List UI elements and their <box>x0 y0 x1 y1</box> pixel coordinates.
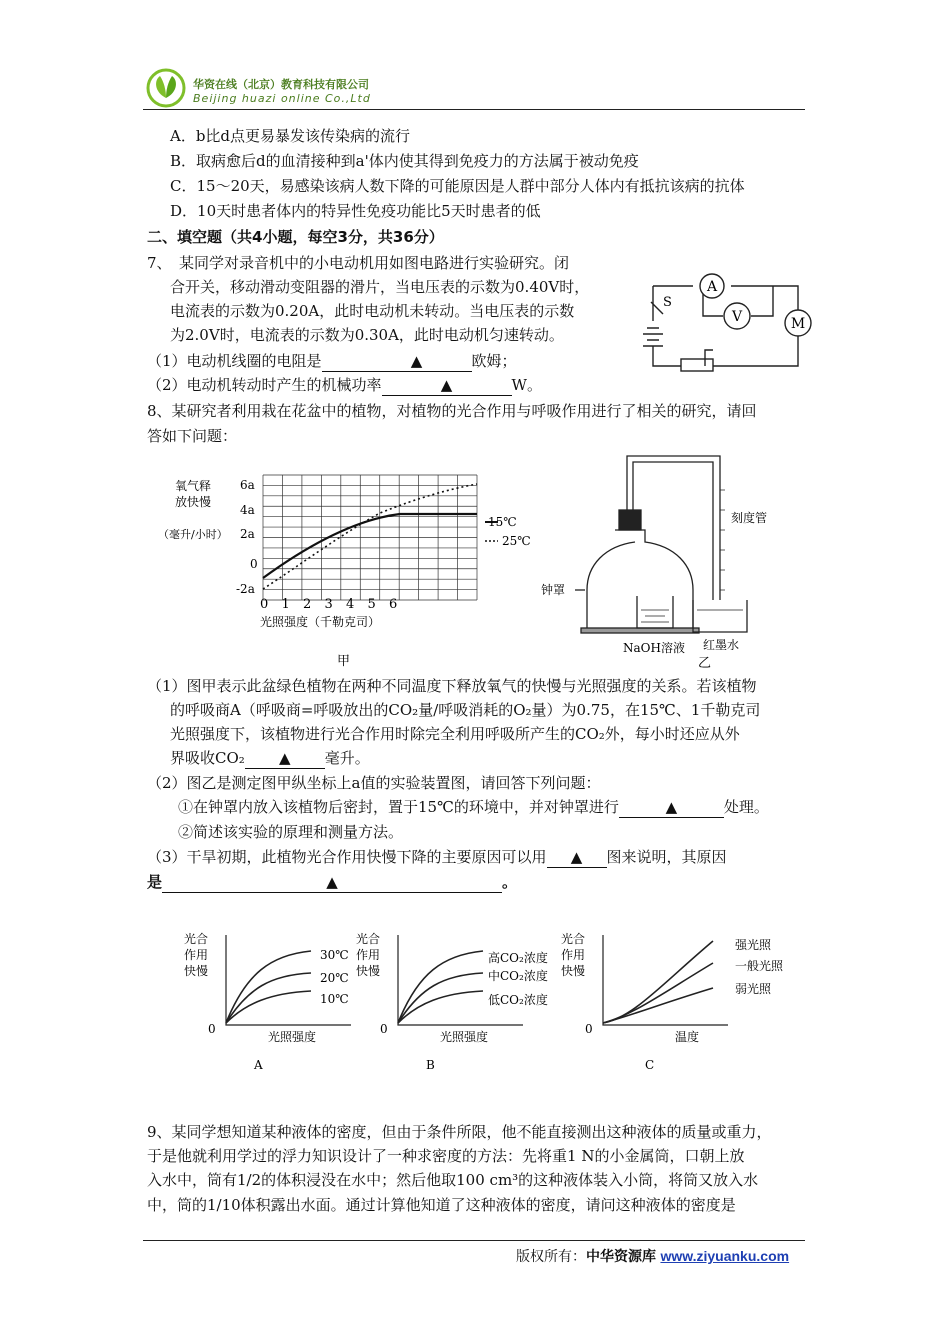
blank-marker: ▲ <box>570 848 583 866</box>
chart-y-label: 作用 <box>561 948 586 962</box>
q7-line4: 为2.0V时，电流表的示数为0.30A，此时电动机匀速转动。 <box>170 326 564 344</box>
q8-p2-1 <box>178 797 769 818</box>
q8-p2-2: ②简述该实验的原理和测量方法。 <box>178 823 404 841</box>
x-tick: 2 <box>303 597 312 612</box>
chart-x-label: 光照强度 <box>268 1030 317 1044</box>
chart-curve-label: 中CO₂浓度 <box>488 969 548 983</box>
chart-origin: 0 <box>208 1022 216 1036</box>
chart-y-label: 快慢 <box>356 964 381 978</box>
graph-jia <box>150 465 550 675</box>
q7-line2: 合开关，移动滑动变阻器的滑片，当电压表的示数为0.40V时， <box>170 278 590 296</box>
caption-jia: 甲 <box>337 654 351 669</box>
answer-blank[interactable] <box>382 375 512 396</box>
blank-marker: ▲ <box>440 376 453 394</box>
chart-origin: 0 <box>585 1022 593 1036</box>
x-tick: 5 <box>367 597 376 612</box>
answer-blank[interactable] <box>162 872 502 893</box>
q8-p3 <box>147 847 727 868</box>
chart-curve-label: 弱光照 <box>735 982 772 996</box>
q7-part2 <box>147 375 542 396</box>
y-tick-4a: 4a <box>240 503 255 517</box>
chart-curve <box>603 941 713 1023</box>
chart-x-label: 光照强度 <box>440 1030 489 1044</box>
x-tick: 6 <box>389 597 398 612</box>
blank-marker: ▲ <box>410 352 423 370</box>
apparatus-yi <box>535 450 805 675</box>
label-naoh: NaOH溶液 <box>623 641 685 655</box>
caption-yi: 乙 <box>698 656 712 671</box>
blank-marker: ▲ <box>279 749 291 767</box>
q8-p1-4 <box>170 748 370 769</box>
blank-marker: ▲ <box>326 873 338 891</box>
q7-part2-text: （2）电动机转动时产生的机械功率 <box>147 376 382 394</box>
answer-blank[interactable] <box>245 748 325 769</box>
chart-x-label: 温度 <box>675 1030 700 1044</box>
company-name-en: Beijing huazi online Co.,Ltd <box>193 92 371 105</box>
chart-curve-label: 20℃ <box>320 971 349 985</box>
q8-p1-1: （1）图甲表示此盆绿色植物在两种不同温度下释放氧气的快慢与光照强度的关系。若该植物 <box>147 677 757 695</box>
header-rule <box>143 109 805 110</box>
q7-part2-unit: W。 <box>511 376 542 394</box>
q8-p3-line2-text: 是 <box>147 873 163 891</box>
q8-intro-2: 答如下问题： <box>147 427 238 445</box>
q9-line3: 入水中，筒有1/2的体积浸没在水中；然后他取100 cm³的这种液体装入小筒，将筒又放入水 <box>147 1171 759 1189</box>
x-tick: 1 <box>281 597 290 612</box>
q7-part1-text: （1）电动机线圈的电阻是 <box>147 352 322 370</box>
axis <box>603 935 728 1025</box>
chart-origin: 0 <box>380 1022 388 1036</box>
curve-25c <box>263 484 477 589</box>
voltmeter-label: V <box>731 309 743 325</box>
x-tick: 0 <box>260 597 269 612</box>
x-tick: 4 <box>346 597 355 612</box>
section-title: 二、填空题（共4小题，每空3分，共36分） <box>147 228 444 246</box>
q8-p3-tail: 图来说明，其原因 <box>606 848 727 866</box>
option-a: A．b比d点更易暴发该传染病的流行 <box>170 127 411 145</box>
q8-p2: （2）图乙是测定图甲纵坐标上a值的实验装置图，请回答下列问题： <box>147 774 601 792</box>
q8-p1-4-text: 界吸收CO₂ <box>170 749 245 767</box>
chart-y-label: 光合 <box>561 932 586 946</box>
blank-marker: ▲ <box>665 798 678 816</box>
chart-curve <box>603 988 713 1023</box>
q8-p1-2: 的呼吸商A（呼吸商=呼吸放出的CO₂量/呼吸消耗的O₂量）为0.75，在15℃、1千勒克司 <box>170 701 761 719</box>
chart-y-label: 光合 <box>184 932 209 946</box>
chart-curve-label: 10℃ <box>320 992 349 1006</box>
q7-line1: 7、 某同学对录音机中的小电动机用如图电路进行实验研究。闭 <box>147 254 570 272</box>
chart-curve-label: 强光照 <box>735 938 772 952</box>
q7-part1 <box>147 351 517 372</box>
chart-curve-label: 一般光照 <box>735 959 784 973</box>
photosynthesis-chart <box>350 925 550 1075</box>
chart-caption: C <box>645 1058 655 1072</box>
legend-15c: 15℃ <box>488 515 517 529</box>
label-bell: 钟罩 <box>541 583 566 597</box>
q9-line4: 中，筒的1/10体积露出水面。通过计算他知道了这种液体的密度，请问这种液体的密度是 <box>147 1196 736 1214</box>
chart-curve-label: 低CO₂浓度 <box>488 993 548 1007</box>
ammeter-label: A <box>706 279 718 295</box>
q8-p2-1-text: ①在钟罩内放入该植物后密封，置于15℃的环境中，并对钟罩进行 <box>178 798 619 816</box>
answer-blank[interactable] <box>547 847 607 868</box>
chart-curve-label: 高CO₂浓度 <box>488 951 548 965</box>
y-tick-6a: 6a <box>240 478 255 492</box>
company-logo-icon <box>146 68 186 108</box>
legend-25c: 25℃ <box>502 534 531 548</box>
y-tick-2a: 2a <box>240 527 255 541</box>
option-b: B．取病愈后d的血清接种到a'体内使其得到免疫力的方法属于被动免疫 <box>170 152 639 170</box>
y-axis-label-2: 放快慢 <box>175 495 212 509</box>
x-tick: 3 <box>324 597 333 612</box>
answer-blank[interactable] <box>619 797 724 818</box>
q8-p3-text: （3）干旱初期，此植物光合作用快慢下降的主要原因可以用 <box>147 848 547 866</box>
motor-label: M <box>790 316 806 332</box>
photosynthesis-chart <box>178 925 381 1075</box>
footer-label: 版权所有： <box>516 1249 586 1265</box>
chart-caption: A <box>254 1058 263 1072</box>
q7-line3: 电流表的示数为0.20A，此时电动机未转动。当电压表的示数 <box>170 302 575 320</box>
chart-curve-label: 30℃ <box>320 948 349 962</box>
chart-caption: B <box>426 1058 435 1072</box>
footer-rule <box>143 1240 805 1241</box>
switch-label: S <box>663 295 672 310</box>
option-c: C．15～20天，易感染该病人数下降的可能原因是人群中部分人体内有抵抗该病的抗体 <box>170 177 745 195</box>
chart-y-label: 快慢 <box>561 964 586 978</box>
y-axis-unit: （毫升/小时） <box>158 528 228 541</box>
q8-p1-3: 光照强度下，该植物进行光合作用时除完全利用呼吸所产生的CO₂外，每小时还应从外 <box>170 725 740 743</box>
footer-site: 中华资源库 <box>586 1249 656 1265</box>
q8-p3-line2 <box>147 872 517 893</box>
option-d: D．10天时患者体内的特异性免疫功能比5天时患者的低 <box>170 202 541 220</box>
footer <box>516 1246 789 1267</box>
answer-blank[interactable] <box>322 351 472 372</box>
chart-y-label: 作用 <box>184 948 209 962</box>
x-axis-label: 光照强度（千勒克司） <box>260 615 381 629</box>
footer-url[interactable]: www.ziyuanku.com <box>660 1248 790 1264</box>
chart-y-label: 快慢 <box>184 964 209 978</box>
q8-intro-1: 8、某研究者利用栽在花盆中的植物，对植物的光合作用与呼吸作用进行了相关的研究，请回 <box>147 402 757 420</box>
y-tick-0: 0 <box>250 557 258 571</box>
chart-y-label: 光合 <box>356 932 381 946</box>
q8-p2-1-unit: 处理。 <box>723 798 769 816</box>
q8-p3-line2-end: 。 <box>502 873 518 891</box>
photosynthesis-chart <box>555 925 784 1075</box>
y-axis-label-1: 氧气释 <box>175 479 212 493</box>
label-ink: 红墨水 <box>703 638 740 652</box>
q8-p1-4-unit: 毫升。 <box>324 749 370 767</box>
y-tick-neg2a: -2a <box>236 582 255 596</box>
q9-line2: 于是他就利用学过的浮力知识设计了一种求密度的方法：先将重1 N的小金属筒，口朝上放 <box>147 1147 745 1165</box>
q7-part1-unit: 欧姆； <box>471 352 517 370</box>
label-tube: 刻度管 <box>731 511 768 525</box>
circuit-diagram <box>633 266 823 376</box>
q9-line1: 9、某同学想知道某种液体的密度，但由于条件所限，他不能直接测出这种液体的质量或重力， <box>147 1123 772 1141</box>
chart-y-label: 作用 <box>356 948 381 962</box>
company-name-cn: 华资在线（北京）教育科技有限公司 <box>193 78 369 91</box>
